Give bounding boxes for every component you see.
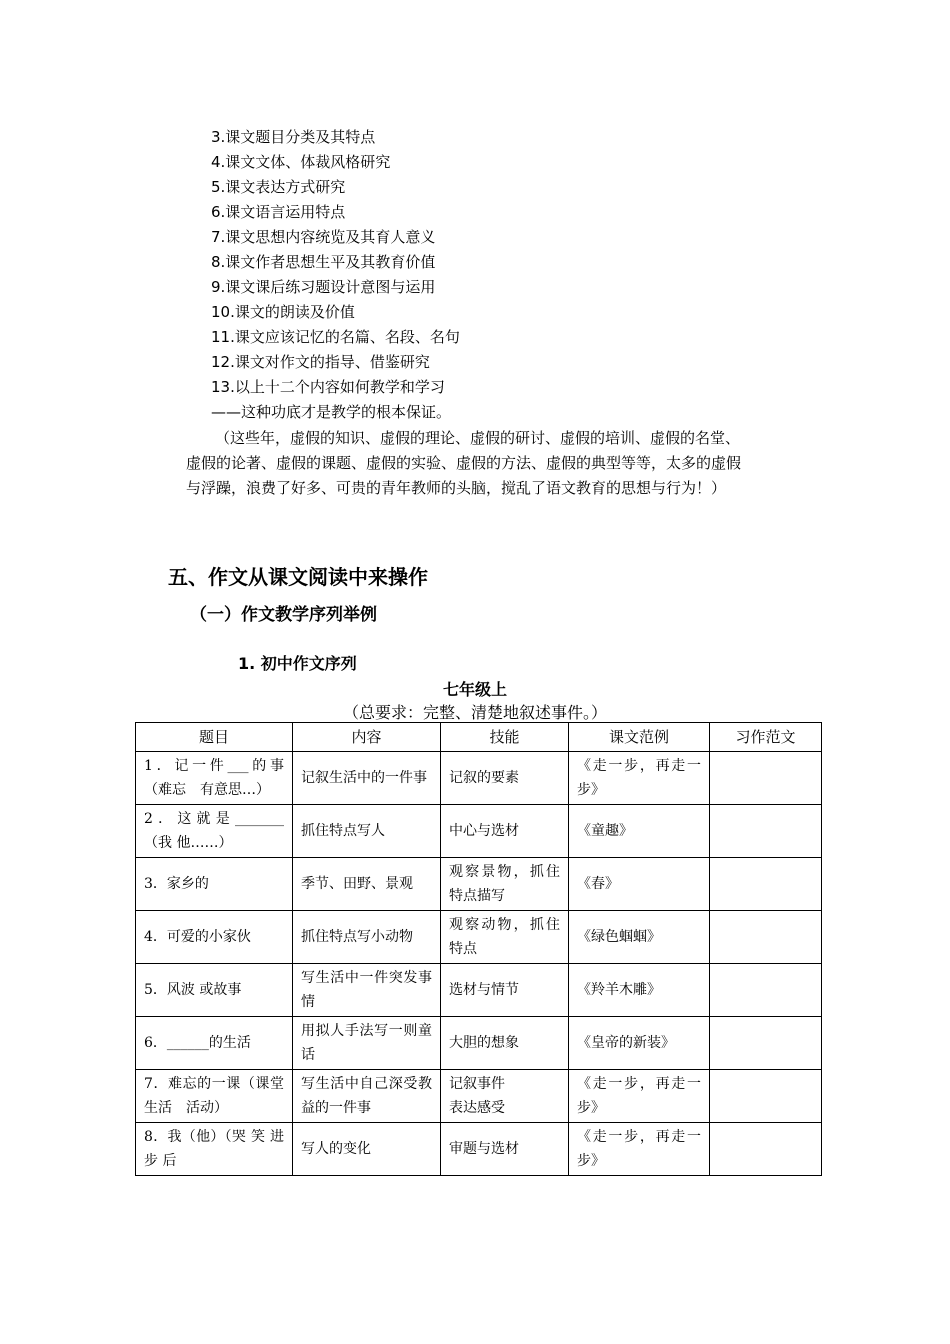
table-row [136,911,822,964]
list-item: 3.课文题目分类及其特点 [211,128,376,146]
cell-skill: 大胆的想象 [441,1017,569,1070]
cell-essay [710,1017,822,1070]
list-item: 6.课文语言运用特点 [211,203,346,221]
cell-example: 《春》 [569,858,710,911]
cell-content: 写生活中一件突发事情 [293,964,441,1017]
cell-skill: 审题与选材 [441,1123,569,1176]
cell-content: 用拟人手法写一则童话 [293,1017,441,1070]
header-essay: 习作范文 [710,723,822,752]
paragraph-line: 虚假的论著、虚假的课题、虚假的实验、虚假的方法、虚假的典型等等，太多的虚假 [186,454,742,472]
cell-topic: 4．可爱的小家伙 [136,911,293,964]
table-row [136,1123,822,1176]
header-skill: 技能 [441,723,569,752]
cell-essay [710,911,822,964]
table-row [136,805,822,858]
cell-content: 抓住特点写小动物 [293,911,441,964]
header-content: 内容 [293,723,441,752]
cell-skill: 中心与选材 [441,805,569,858]
requirement-note: （总要求：完整、清楚地叙述事件。） [342,703,607,722]
cell-topic: 8．我（他）（哭 笑 进步 后 [136,1123,293,1176]
list-item: 8.课文作者思想生平及其教育价值 [211,253,436,271]
cell-topic: 2．这就是_______（我 他……） [136,805,293,858]
cell-topic: 6．______的生活 [136,1017,293,1070]
cell-example: 《羚羊木雕》 [569,964,710,1017]
paragraph-line: （这些年，虚假的知识、虚假的理论、虚假的研讨、虚假的培训、虚假的名堂、 [215,429,741,447]
paragraph-line: 与浮躁，浪费了好多、可贵的青年教师的头脑，搅乱了语文教育的思想与行为！） [186,479,727,497]
cell-skill: 选材与情节 [441,964,569,1017]
table-row [136,752,822,805]
cell-content: 记叙生活中的一件事 [293,752,441,805]
cell-essay [710,752,822,805]
cell-topic: 3．家乡的 [136,858,293,911]
list-item: 7.课文思想内容统览及其育人意义 [211,228,436,246]
table-row [136,858,822,911]
list-item: 12.课文对作文的指导、借鉴研究 [211,353,430,371]
cell-content: 写人的变化 [293,1123,441,1176]
cell-example: 《绿色蝈蝈》 [569,911,710,964]
writing-sequence-table [135,722,822,1176]
cell-essay [710,1123,822,1176]
list-item: 4.课文文体、体裁风格研究 [211,153,391,171]
table-row [136,1070,822,1123]
cell-essay [710,805,822,858]
list-item: 13.以上十二个内容如何教学和学习 [211,378,445,396]
cell-skill: 观察景物，抓住特点描写 [441,858,569,911]
list-item: 5.课文表达方式研究 [211,178,346,196]
cell-topic: 5．风波 或故事 [136,964,293,1017]
cell-example: 《走一步，再走一步》 [569,1123,710,1176]
list-item: 9.课文课后练习题设计意图与运用 [211,278,436,296]
cell-skill: 观察动物，抓住特点 [441,911,569,964]
cell-content: 写生活中自己深受教益的一件事 [293,1070,441,1123]
cell-essay [710,1070,822,1123]
cell-example: 《走一步，再走一步》 [569,1070,710,1123]
header-topic: 题目 [136,723,293,752]
section-heading: 五、作文从课文阅读中来操作 [168,565,428,589]
cell-skill: 记叙事件 表达感受 [441,1070,569,1123]
list-item: 10.课文的朗读及价值 [211,303,355,321]
cell-topic: 7．难忘的一课（课堂 生活 活动） [136,1070,293,1123]
cell-topic: 1．记一件___的事（难忘 有意思…） [136,752,293,805]
cell-example: 《走一步，再走一步》 [569,752,710,805]
cell-example: 《皇帝的新装》 [569,1017,710,1070]
cell-content: 抓住特点写人 [293,805,441,858]
header-example: 课文范例 [569,723,710,752]
table-row [136,964,822,1017]
cell-essay [710,964,822,1017]
item-heading: 1. 初中作文序列 [238,654,357,673]
table-header-row [136,723,822,752]
cell-example: 《童趣》 [569,805,710,858]
cell-essay [710,858,822,911]
cell-skill: 记叙的要素 [441,752,569,805]
table-row [136,1017,822,1070]
subsection-heading: （一）作文教学序列举例 [190,605,377,625]
list-item: 11.课文应该记忆的名篇、名段、名句 [211,328,460,346]
list-item: ——这种功底才是教学的根本保证。 [211,403,452,421]
grade-title: 七年级上 [442,680,507,699]
cell-content: 季节、田野、景观 [293,858,441,911]
